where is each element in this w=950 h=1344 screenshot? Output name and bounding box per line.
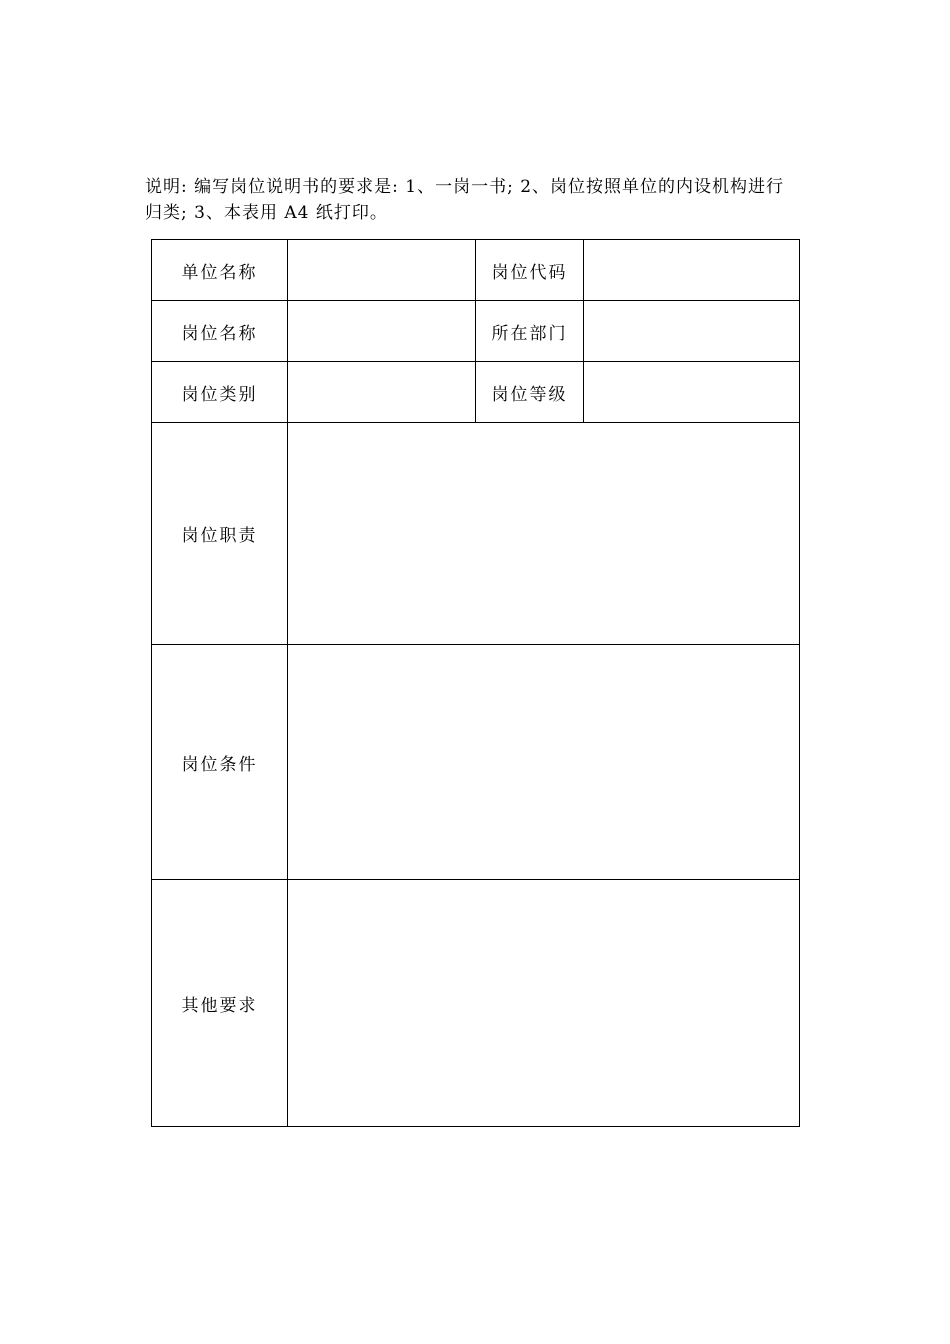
post-level-field[interactable] (584, 362, 800, 423)
department-label: 所在部门 (476, 301, 584, 362)
duties-field[interactable] (288, 423, 800, 645)
form-row-category (152, 362, 800, 423)
other-requirements-field[interactable] (288, 880, 800, 1127)
instructions-line-2: 归类; 3、本表用 A4 纸打印。 (145, 203, 388, 223)
department-field[interactable] (584, 301, 800, 362)
post-code-label: 岗位代码 (476, 240, 584, 301)
instructions-note (145, 174, 813, 226)
conditions-field[interactable] (288, 645, 800, 880)
form-row-post (152, 301, 800, 362)
post-name-field[interactable] (288, 301, 476, 362)
conditions-label: 岗位条件 (152, 645, 288, 880)
job-description-form (151, 239, 800, 1127)
instructions-line-1: 说明: 编写岗位说明书的要求是: 1、一岗一书; 2、岗位按照单位的内设机构进行 (145, 177, 785, 197)
post-name-label: 岗位名称 (152, 301, 288, 362)
duties-label: 岗位职责 (152, 423, 288, 645)
form-row-unit (152, 240, 800, 301)
post-category-label: 岗位类别 (152, 362, 288, 423)
post-code-field[interactable] (584, 240, 800, 301)
form-row-other (152, 880, 800, 1127)
post-category-field[interactable] (288, 362, 476, 423)
unit-name-label: 单位名称 (152, 240, 288, 301)
form-row-conditions (152, 645, 800, 880)
unit-name-field[interactable] (288, 240, 476, 301)
post-level-label: 岗位等级 (476, 362, 584, 423)
other-requirements-label: 其他要求 (152, 880, 288, 1127)
form-row-duties (152, 423, 800, 645)
